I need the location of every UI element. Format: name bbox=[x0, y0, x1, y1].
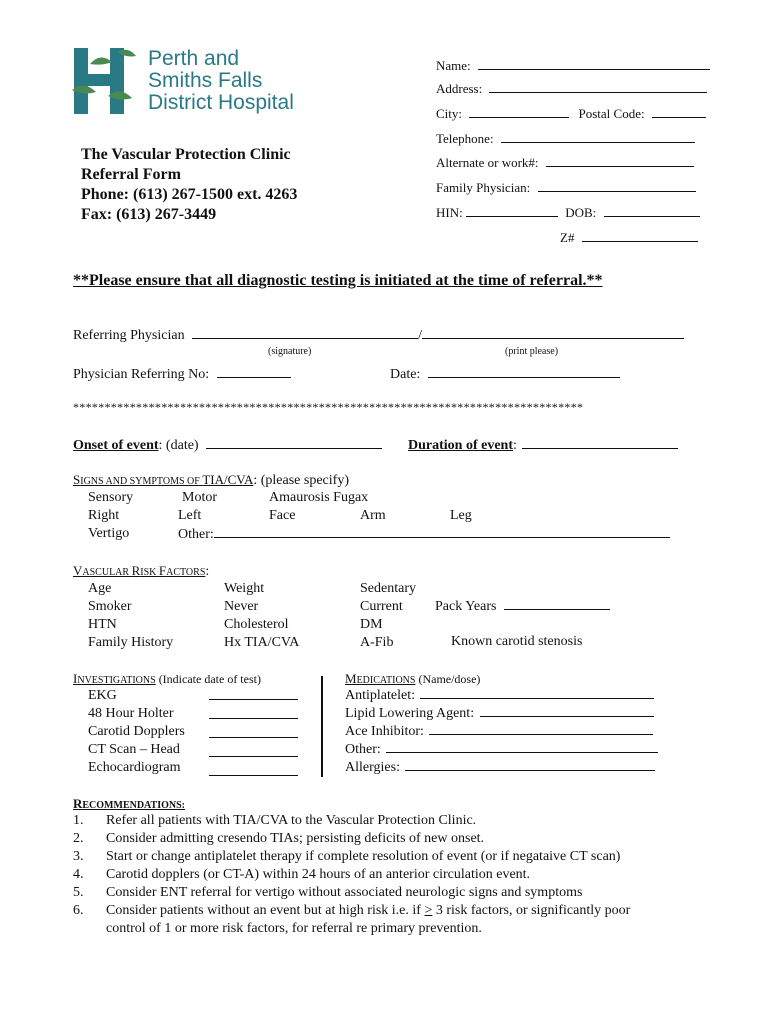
med-lipid-line[interactable] bbox=[480, 705, 654, 717]
family-physician-line[interactable] bbox=[538, 180, 696, 192]
family-physician-label: Family Physician: bbox=[436, 180, 531, 195]
risk-carotid-stenosis[interactable]: Known carotid stenosis bbox=[451, 634, 583, 649]
symptom-face[interactable]: Face bbox=[269, 508, 296, 523]
physician-number-label: Physician Referring No: bbox=[73, 367, 210, 382]
hin-label: HIN: bbox=[436, 205, 463, 220]
onset-label: Onset of event bbox=[73, 438, 159, 453]
recommendations-heading-text: RECOMMENDATIONS: bbox=[73, 796, 185, 811]
referring-print-line[interactable] bbox=[422, 327, 684, 339]
recommendation-item: 5. Consider ENT referral for vertigo without associated neurologic signs and symptoms bbox=[73, 885, 583, 900]
risk-dm[interactable]: DM bbox=[360, 617, 383, 632]
med-allergies-line[interactable] bbox=[405, 759, 655, 771]
patient-alternate-line[interactable] bbox=[546, 155, 694, 167]
hospital-name-line3: District Hospital bbox=[148, 91, 294, 114]
risk-factors-heading: VASCULAR RISK FACTORS: bbox=[73, 563, 210, 579]
recommendations-list bbox=[73, 812, 630, 938]
patient-city-field[interactable] bbox=[436, 106, 706, 122]
risk-hx-tia-cva[interactable]: Hx TIA/CVA bbox=[224, 635, 300, 650]
risk-factors-heading-text: VASCULAR RISK FACTORS bbox=[73, 563, 206, 578]
investigation-ct-scan: CT Scan – Head bbox=[88, 742, 180, 757]
referral-date-line[interactable] bbox=[428, 366, 620, 378]
pack-years-field[interactable] bbox=[435, 598, 610, 615]
referring-physician-label: Referring Physician bbox=[73, 328, 185, 343]
investigation-holter: 48 Hour Holter bbox=[88, 706, 174, 721]
greater-equal-symbol: > bbox=[424, 903, 433, 918]
med-other-line[interactable] bbox=[386, 741, 658, 753]
family-physician-field[interactable] bbox=[436, 180, 696, 196]
risk-weight[interactable]: Weight bbox=[224, 581, 265, 596]
patient-name-field[interactable] bbox=[436, 58, 710, 74]
med-other-label: Other: bbox=[345, 742, 381, 757]
recommendation-item: 2. Consider admitting cresendo TIAs; persisting deficits of new onset. bbox=[73, 831, 485, 846]
patient-telephone-label: Telephone: bbox=[436, 131, 494, 146]
referring-physician-field[interactable] bbox=[73, 327, 684, 344]
patient-address-label: Address: bbox=[436, 81, 483, 96]
investigation-date-line[interactable] bbox=[209, 744, 298, 757]
risk-col1 bbox=[88, 580, 173, 652]
referring-slash: / bbox=[418, 328, 422, 343]
pack-years-line[interactable] bbox=[504, 598, 610, 610]
med-antiplatelet-line[interactable] bbox=[420, 687, 654, 699]
hospital-name-line2: Smiths Falls bbox=[148, 69, 263, 92]
signature-hint: (signature) bbox=[268, 346, 312, 357]
med-lipid-field[interactable] bbox=[345, 705, 654, 722]
patient-address-line[interactable] bbox=[489, 81, 707, 93]
clinic-phone: Phone: (613) 267-1500 ext. 4263 bbox=[81, 186, 298, 203]
recommendations-heading bbox=[73, 795, 185, 813]
risk-cholesterol[interactable]: Cholesterol bbox=[224, 617, 289, 632]
print-hint: (print please) bbox=[505, 346, 559, 357]
investigations-heading bbox=[73, 670, 261, 688]
investigation-date-line[interactable] bbox=[209, 763, 298, 776]
medications-heading-text: MEDICATIONS bbox=[345, 671, 416, 686]
patient-telephone-field[interactable] bbox=[436, 131, 695, 147]
med-antiplatelet-field[interactable] bbox=[345, 687, 654, 704]
medications-heading bbox=[345, 670, 480, 688]
hospital-logo bbox=[70, 46, 294, 118]
physician-number-field[interactable] bbox=[73, 366, 291, 383]
patient-alternate-field[interactable] bbox=[436, 155, 694, 171]
risk-smoker[interactable]: Smoker bbox=[88, 599, 132, 614]
med-lipid-label: Lipid Lowering Agent: bbox=[345, 706, 475, 721]
investigation-date-line[interactable] bbox=[209, 687, 298, 700]
investigation-echocardiogram: Echocardiogram bbox=[88, 760, 181, 775]
hospital-name-line1: Perth and bbox=[148, 47, 240, 70]
risk-never[interactable]: Never bbox=[224, 599, 259, 614]
risk-a-fib[interactable]: A-Fib bbox=[360, 635, 394, 650]
signs-heading bbox=[73, 471, 349, 489]
med-ace-line[interactable] bbox=[429, 723, 653, 735]
pack-years-label: Pack Years bbox=[435, 599, 497, 614]
med-antiplatelet-label: Antiplatelet: bbox=[345, 688, 415, 703]
recommendation-item: 4. Carotid dopplers (or CT-A) within 24 hours of an anterior circulation event. bbox=[73, 867, 531, 882]
symptom-left[interactable]: Left bbox=[178, 508, 202, 523]
symptom-sensory[interactable]: Sensory bbox=[88, 490, 134, 505]
medications-note: (Name/dose) bbox=[415, 672, 481, 686]
investigations-note: (Indicate date of test) bbox=[155, 672, 261, 686]
postal-code-line[interactable] bbox=[652, 106, 706, 118]
investigations-list bbox=[88, 687, 185, 777]
med-other-field[interactable] bbox=[345, 741, 658, 758]
investigation-date-line[interactable] bbox=[209, 725, 298, 738]
z-number-label: Z# bbox=[560, 230, 575, 245]
patient-name-label: Name: bbox=[436, 58, 471, 73]
risk-col3 bbox=[360, 580, 416, 652]
patient-telephone-line[interactable] bbox=[501, 131, 695, 143]
duration-field[interactable] bbox=[408, 437, 678, 454]
symptom-leg[interactable]: Leg bbox=[450, 508, 472, 523]
duration-label: Duration of event bbox=[408, 438, 513, 453]
risk-htn[interactable]: HTN bbox=[88, 617, 117, 632]
hospital-logo-mark bbox=[70, 46, 138, 116]
z-number-line[interactable] bbox=[582, 230, 698, 242]
duration-suffix: : bbox=[513, 438, 517, 453]
section-divider bbox=[321, 676, 323, 777]
symptom-other-label: Other: bbox=[178, 527, 214, 542]
patient-city-label: City: bbox=[436, 106, 463, 121]
investigation-ekg: EKG bbox=[88, 688, 117, 703]
z-number-field[interactable] bbox=[560, 230, 698, 246]
onset-suffix: : (date) bbox=[158, 438, 199, 453]
investigation-date-line[interactable] bbox=[209, 706, 298, 719]
recommendation-item: 6. Consider patients without an event but at high risk i.e. if > 3 risk factors, or significantly poor bbox=[73, 903, 631, 918]
referring-signature-line[interactable] bbox=[192, 327, 418, 339]
risk-age[interactable]: Age bbox=[88, 581, 112, 596]
recommendation-item-continued: control of 1 or more risk factors, for referral re primary prevention. bbox=[106, 921, 482, 936]
dob-line[interactable] bbox=[604, 205, 700, 217]
clinic-title: The Vascular Protection Clinic bbox=[81, 146, 291, 163]
postal-code-label: Postal Code: bbox=[578, 106, 645, 121]
med-allergies-field[interactable] bbox=[345, 759, 655, 776]
onset-date-line[interactable] bbox=[206, 437, 382, 449]
hin-line[interactable] bbox=[466, 205, 558, 217]
hin-dob-field[interactable] bbox=[436, 205, 700, 221]
risk-sedentary[interactable]: Sedentary bbox=[360, 581, 416, 596]
symptom-arm[interactable]: Arm bbox=[360, 508, 386, 523]
signs-heading-suffix: : (please specify) bbox=[253, 473, 349, 488]
signs-heading-text: SIGNS AND SYMPTOMS OF TIA/CVA bbox=[73, 472, 254, 487]
patient-city-line[interactable] bbox=[469, 106, 569, 118]
risk-col2 bbox=[224, 580, 299, 652]
patient-address-field[interactable] bbox=[436, 81, 707, 97]
symptom-amaurosis-fugax[interactable]: Amaurosis Fugax bbox=[269, 490, 369, 505]
investigation-carotid-dopplers: Carotid Dopplers bbox=[88, 724, 185, 739]
symptom-other-line[interactable] bbox=[214, 526, 670, 538]
med-ace-label: Ace Inhibitor: bbox=[345, 724, 424, 739]
symptom-other-field[interactable] bbox=[178, 526, 670, 543]
diagnostic-notice: **Please ensure that all diagnostic testing is initiated at the time of referral.** bbox=[73, 272, 603, 289]
referral-date-label: Date: bbox=[390, 367, 421, 382]
form-title: Referral Form bbox=[81, 166, 181, 183]
recommendation-item: 1. Refer all patients with TIA/CVA to the Vascular Protection Clinic. bbox=[73, 813, 477, 828]
risk-family-history[interactable]: Family History bbox=[88, 635, 174, 650]
clinic-header bbox=[81, 145, 297, 225]
med-allergies-label: Allergies: bbox=[345, 760, 400, 775]
duration-line[interactable] bbox=[522, 437, 678, 449]
patient-name-line[interactable] bbox=[478, 58, 710, 70]
symptom-right[interactable]: Right bbox=[88, 508, 120, 523]
onset-field[interactable] bbox=[73, 437, 382, 454]
clinic-fax: Fax: (613) 267-3449 bbox=[81, 206, 217, 223]
investigation-date-lines bbox=[209, 687, 298, 782]
recommendation-item: 3. Start or change antiplatelet therapy if complete resolution of event (or if negataive CT scan) bbox=[73, 849, 621, 864]
patient-alternate-label: Alternate or work#: bbox=[436, 155, 539, 170]
med-ace-field[interactable] bbox=[345, 723, 653, 740]
asterisk-separator: ********************************************************************************* bbox=[73, 400, 584, 414]
dob-label: DOB: bbox=[565, 205, 597, 220]
physician-number-line[interactable] bbox=[217, 366, 291, 378]
symptom-motor[interactable]: Motor bbox=[182, 490, 217, 505]
symptom-vertigo[interactable]: Vertigo bbox=[88, 526, 130, 541]
risk-current[interactable]: Current bbox=[360, 599, 403, 614]
investigations-heading-text: INVESTIGATIONS bbox=[73, 671, 156, 686]
referral-date-field[interactable] bbox=[390, 366, 620, 383]
